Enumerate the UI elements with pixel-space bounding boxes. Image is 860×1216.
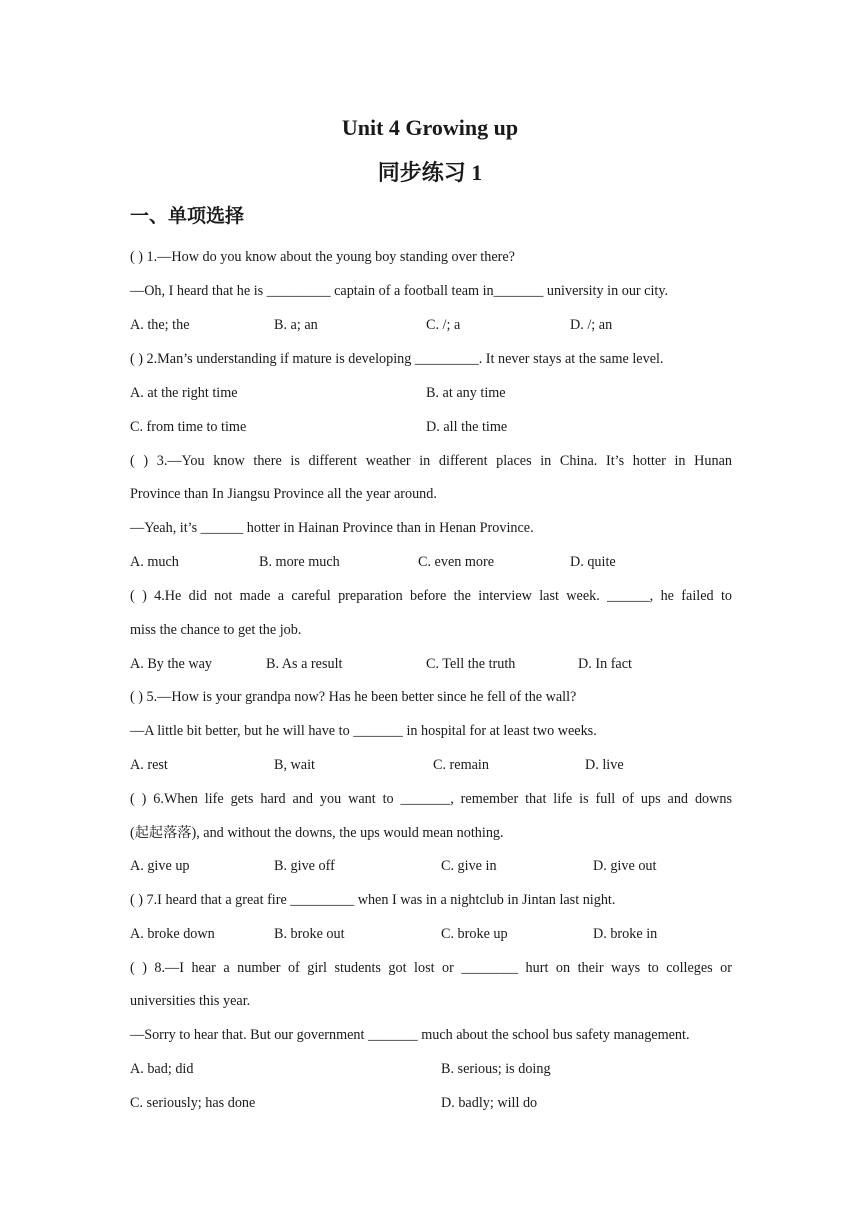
question-4-option-c: C. Tell the truth [426,656,516,672]
question-7-option-d: D. broke in [593,926,658,942]
question-3-stem-line-1: ( ) 3.—You know there is different weather in different places in China. It’s hotter in Hunan [130,453,732,469]
question-2-stem-line-1: ( ) 2.Man’s understanding if mature is developing _________. It never stays at the same level. [130,351,664,367]
question-6-option-c: C. give in [441,858,497,874]
question-6-option-b: B. give off [274,858,335,874]
question-3-stem-line-3: —Yeah, it’s ______ hotter in Hainan Province than in Henan Province. [130,520,534,536]
page-subtitle: 同步练习 1 [377,160,483,185]
question-5-option-c: C. remain [433,757,489,773]
question-1-stem-line-2: —Oh, I heard that he is _________ captain of a football team in_______ university in our city. [130,283,669,299]
question-6-stem-line-2: (起起落落), and without the downs, the ups would mean nothing. [130,825,504,841]
question-8-option-a: A. bad; did [130,1061,194,1077]
question-2-option-d: D. all the time [426,419,508,435]
question-8-option-c: C. seriously; has done [130,1095,256,1111]
question-5-option-a: A. rest [130,757,168,773]
question-8-option-d: D. badly; will do [441,1095,538,1111]
question-2-option-a: A. at the right time [130,385,238,401]
question-4-stem-line-1: ( ) 4.He did not made a careful preparation before the interview last week. ______, he failed to [130,588,732,604]
question-1-option-c: C. /; a [426,317,461,333]
question-3-option-c: C. even more [418,554,495,570]
question-5-option-b: B, wait [274,757,315,773]
question-3-option-a: A. much [130,554,179,570]
question-6-stem-line-1: ( ) 6.When life gets hard and you want to _______, remember that life is full of ups and downs [130,791,732,807]
question-4-option-b: B. As a result [266,656,343,672]
question-4-option-d: D. In fact [578,656,632,672]
section-heading: 一、单项选择 [130,205,245,227]
question-2-option-c: C. from time to time [130,419,247,435]
question-1-option-b: B. a; an [274,317,318,333]
question-1-stem-line-1: ( ) 1.—How do you know about the young boy standing over there? [130,249,515,265]
question-2-option-b: B. at any time [426,385,506,401]
question-5-stem-line-1: ( ) 5.—How is your grandpa now? Has he been better since he fell of the wall? [130,689,577,705]
question-3-stem-line-2: Province than In Jiangsu Province all the year around. [130,486,437,502]
question-8-stem-line-1: ( ) 8.—I hear a number of girl students got lost or ________ hurt on their ways to colleges or [130,960,732,976]
question-1-option-d: D. /; an [570,317,613,333]
question-7-option-b: B. broke out [274,926,345,942]
question-8-option-b: B. serious; is doing [441,1061,551,1077]
question-8-stem-line-2: universities this year. [130,993,251,1009]
question-3-option-d: D. quite [570,554,616,570]
question-8-stem-line-3: —Sorry to hear that. But our government _______ much about the school bus safety management. [130,1027,690,1043]
question-6-option-a: A. give up [130,858,190,874]
question-6-option-d: D. give out [593,858,657,874]
question-5-stem-line-2: —A little bit better, but he will have to _______ in hospital for at least two weeks. [130,723,597,739]
question-3-option-b: B. more much [259,554,340,570]
question-4-stem-line-2: miss the chance to get the job. [130,622,302,638]
question-7-stem-line-1: ( ) 7.I heard that a great fire _________ when I was in a nightclub in Jintan last night. [130,892,616,908]
page-title: Unit 4 Growing up [341,115,519,140]
question-5-option-d: D. live [585,757,624,773]
question-7-option-c: C. broke up [441,926,508,942]
question-1-option-a: A. the; the [130,317,190,333]
question-7-option-a: A. broke down [130,926,215,942]
question-4-option-a: A. By the way [130,656,212,672]
